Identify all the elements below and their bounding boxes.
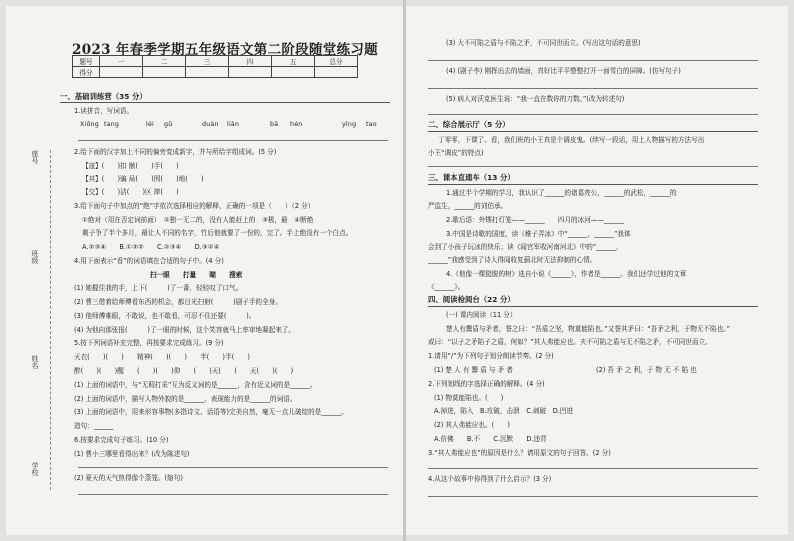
pinyin: liàn bbox=[227, 121, 240, 128]
pinyin: tang bbox=[104, 121, 120, 128]
q4-sentence: (3) 他师傅难眼，不敢说，也不敢看，可忍不住还要( )。 bbox=[74, 312, 256, 320]
score-header-cell: 二 bbox=[143, 56, 186, 67]
section-4-rule bbox=[428, 306, 758, 307]
sec3-line: ______”我感受到了诗人得闻收复蓟北时无法抑制的心情。 bbox=[428, 256, 597, 264]
score-header-cell: 三 bbox=[186, 56, 229, 67]
pinyin: bā bbox=[270, 121, 279, 128]
sec2-answer-line[interactable] bbox=[428, 166, 758, 167]
q2-row: 【其】( )骗 局( )围( )地( ) bbox=[82, 175, 204, 183]
section-2-text: 小王“调皮”的特点) bbox=[428, 149, 484, 157]
pinyin: léi bbox=[146, 121, 154, 128]
q4-sentence: (2) 曹三借着给师傅看东西的机会，都目光扫射( )剧子手的全身。 bbox=[74, 298, 282, 306]
pinyin: hén bbox=[290, 121, 303, 128]
pinyin: gǔ bbox=[164, 121, 173, 128]
pinyin: Xiōng bbox=[80, 121, 99, 128]
section-1-rule bbox=[60, 102, 390, 103]
r-q5-answer-line[interactable] bbox=[428, 114, 758, 115]
sec4-subheading: (一) 课内阅读（11 分） bbox=[446, 311, 517, 319]
rq2-item: (2) 其人弗能应也。( ) bbox=[434, 421, 510, 429]
q4-word-bank: 扫一眼 打量 瞄 搜索 bbox=[150, 271, 243, 279]
q6-1-answer-line[interactable] bbox=[78, 467, 388, 468]
q3-text: 剩子争了半个多月，最让人不同的名字，竹后他就要了一份的，完了。手上绝没有一个白点。 bbox=[82, 229, 353, 237]
q2-prompt: 2.给下面的汉字加上不同的偏旁变成新字，并与所给字组成词。(5 分) bbox=[74, 148, 277, 156]
r-q3-answer-line[interactable] bbox=[428, 60, 758, 61]
sec3-line: 2.歌后语：外甥打灯笼——______ 四月的冰河——______ bbox=[446, 216, 624, 224]
pinyin-answer-line[interactable] bbox=[78, 140, 388, 141]
q3-options: ①绝对（用在否定词前面） ②独一无二的，没有人能赶上的 ③极，最 ④断绝 bbox=[82, 216, 314, 224]
q6-prompt: 6.按要求完成句子练习。(10 分) bbox=[74, 436, 169, 444]
rq4-answer-line[interactable] bbox=[428, 496, 758, 497]
sec3-line: 《______》。 bbox=[428, 283, 465, 291]
section-4-heading: 四、阅读检阅台（22 分） bbox=[428, 295, 515, 304]
q1-prompt: 1.读拼音，写词语。 bbox=[74, 107, 134, 115]
section-2-text: 丁零零，下课了。看，我们班的小王真是个调皮鬼。(续写一段话，用上人物描写的方法写出 bbox=[438, 136, 705, 144]
q4-sentence: (1) 她握住我的手，上下( )了一番，轻轻叹了口气。 bbox=[74, 284, 243, 292]
q5-sentence: 造句：______ bbox=[74, 422, 114, 430]
margin-name: 姓名 bbox=[31, 355, 39, 369]
q2-row: 【交】( )洁( )区 摔( ) bbox=[82, 188, 179, 196]
exam-title: 2023 年春季学期五年级语文第二阶段随堂练习题 bbox=[72, 42, 378, 58]
rq2-item: (1) 物莫能陷也。( ) bbox=[434, 394, 504, 402]
score-header-cell: 总分 bbox=[315, 56, 358, 67]
sec3-line: 3.中国是诗歌的国度，读《稚子弄冰》中“______，______”我体 bbox=[446, 230, 631, 238]
section-3-rule bbox=[428, 184, 758, 185]
margin-seat: 座号 bbox=[31, 150, 39, 164]
score-row-label: 得分 bbox=[73, 67, 100, 78]
rq3-answer-line[interactable] bbox=[428, 468, 758, 469]
sec3-line: 4.《他像一棵挺脱的树》选自小说《______》，作者是______。我们还学过他的文章 bbox=[446, 270, 687, 278]
section-1-heading: 一、基础训练营（35 分） bbox=[60, 92, 147, 101]
rq1-prompt: 1.请用“/”为下列句子划分朗读节奏。(2 分) bbox=[428, 352, 554, 360]
q3-prompt: 3.给下面句子中加点的“绝”字依次选择相应的解释，正确的一项是（ ）（2 分） bbox=[74, 202, 315, 210]
r-q4: (4) (剧子李) 刚挥出去的墙面，真好比平平整整打开一面雪白的屏障。(仿写句子) bbox=[446, 67, 681, 75]
section-2-rule bbox=[428, 131, 758, 132]
score-header-cell: 题号 bbox=[73, 56, 100, 67]
rq4-prompt: 4.从这个故事中你得到了什么启示？(3 分) bbox=[428, 475, 552, 483]
q2-row: 【寇】( )扣 骸( )手( ) bbox=[82, 162, 179, 170]
q5-sentence: (3) 上面的词语中，用来形容事物(多指诗文、话语等)完美自然，毫无一点儿破绽的是______。 bbox=[74, 408, 348, 416]
reading-passage: 或曰：“以子之矛陷子之盾，何如？”其人弗能应也。夫不可陷之盾与无不陷之矛，不可同世而立。 bbox=[428, 338, 712, 346]
pinyin: duàn bbox=[202, 121, 219, 128]
q6-item-2: (2) 夏天的天气热得像个蒸笼。(缩句) bbox=[74, 474, 183, 482]
rq2-options: A.掉进，陷入 B.攻破，击溃 C.刺破 D.凹进 bbox=[434, 407, 574, 415]
score-header-cell: 一 bbox=[100, 56, 143, 67]
rq2-prompt: 2.下列划线的字选择正确的解释。(4 分) bbox=[428, 380, 545, 388]
q4-sentence: (4) 为他向那张报( )了一眼的时候，这个笑容就马上率审地凝起来了。 bbox=[74, 326, 295, 334]
q5-row: 醉( )( )醒 ( )( )仰 ( )天( ) 天( )( ) bbox=[74, 367, 294, 375]
score-header-cell: 五 bbox=[272, 56, 315, 67]
reading-passage: 楚人有鬻盾与矛者，誉之曰：“吾盾之坚，物莫能陷也。”又誉其矛曰：“吾矛之利，于物无不陷也。” bbox=[446, 325, 730, 333]
q5-sentence: (1) 上面的词语中，与“无瑕打采”互为反义词的是______，含有近义词的是______。 bbox=[74, 381, 317, 389]
rq1-item: (2) 吾 矛 之 利，于 物 无 不 陷 也 bbox=[596, 366, 697, 374]
margin-class: 班级 bbox=[31, 250, 39, 264]
q6-2-answer-line[interactable] bbox=[78, 494, 388, 495]
r-q5: (5) 病人对沃克医生说：“我一直在数你的刀数。”(改为转述句) bbox=[446, 95, 625, 103]
score-header-cell: 四 bbox=[229, 56, 272, 67]
section-2-heading: 二、综合展示厅（5 分） bbox=[428, 120, 510, 129]
pinyin: tao bbox=[366, 121, 377, 128]
q3-choices: A.②③④ B.①③② C.②③④ D.③②④ bbox=[82, 243, 220, 251]
q5-row: 天衣( )( ) 精神( )( ) 半( )半( ) bbox=[74, 353, 250, 361]
q6-item-1: (1) 曹小三哪里看得出来？(改为陈述句) bbox=[74, 450, 190, 458]
right-content bbox=[406, 0, 788, 541]
sec3-line: 1.通过半个学期的学习，我认识了______的诸葛亮公，______的武松，______的 bbox=[446, 189, 677, 197]
section-3-heading: 三、课本直通车（13 分） bbox=[428, 173, 515, 182]
q5-prompt: 5.按下列词语补充完整，再按要求完成练习。(9 分) bbox=[74, 339, 224, 347]
margin-school: 学校 bbox=[31, 462, 39, 476]
sec3-line: 会到了小孩子玩冰的快乐；读《闻官军收河南河北》中的“______， bbox=[428, 243, 623, 251]
q4-prompt: 4.用下面表示“看”的词语填在合适的句子中。(4 分) bbox=[74, 257, 224, 265]
r-q4-answer-line[interactable] bbox=[428, 88, 758, 89]
sec3-line: 严监生，______的刘伯承。 bbox=[428, 202, 508, 210]
pinyin: yīng bbox=[342, 121, 357, 128]
q5-sentence: (2) 上面的词语中，描写人物外貌的是______，表现能力的是______的词语。 bbox=[74, 395, 297, 403]
r-q3: (3) 大不可陷之盾与不陷之矛，不可同世而立。(写出这句话的意思) bbox=[446, 39, 641, 47]
rq1-item: (1) 楚 人 有 鬻 盾 与 矛 者 bbox=[434, 366, 513, 374]
rq2-options: A.仿佛 B.不 C.沉默 D.违背 bbox=[434, 435, 547, 443]
rq3-prompt: 3.“其人弗能应也”的原因是什么？请用原文的句子回答。(2 分) bbox=[428, 449, 611, 457]
